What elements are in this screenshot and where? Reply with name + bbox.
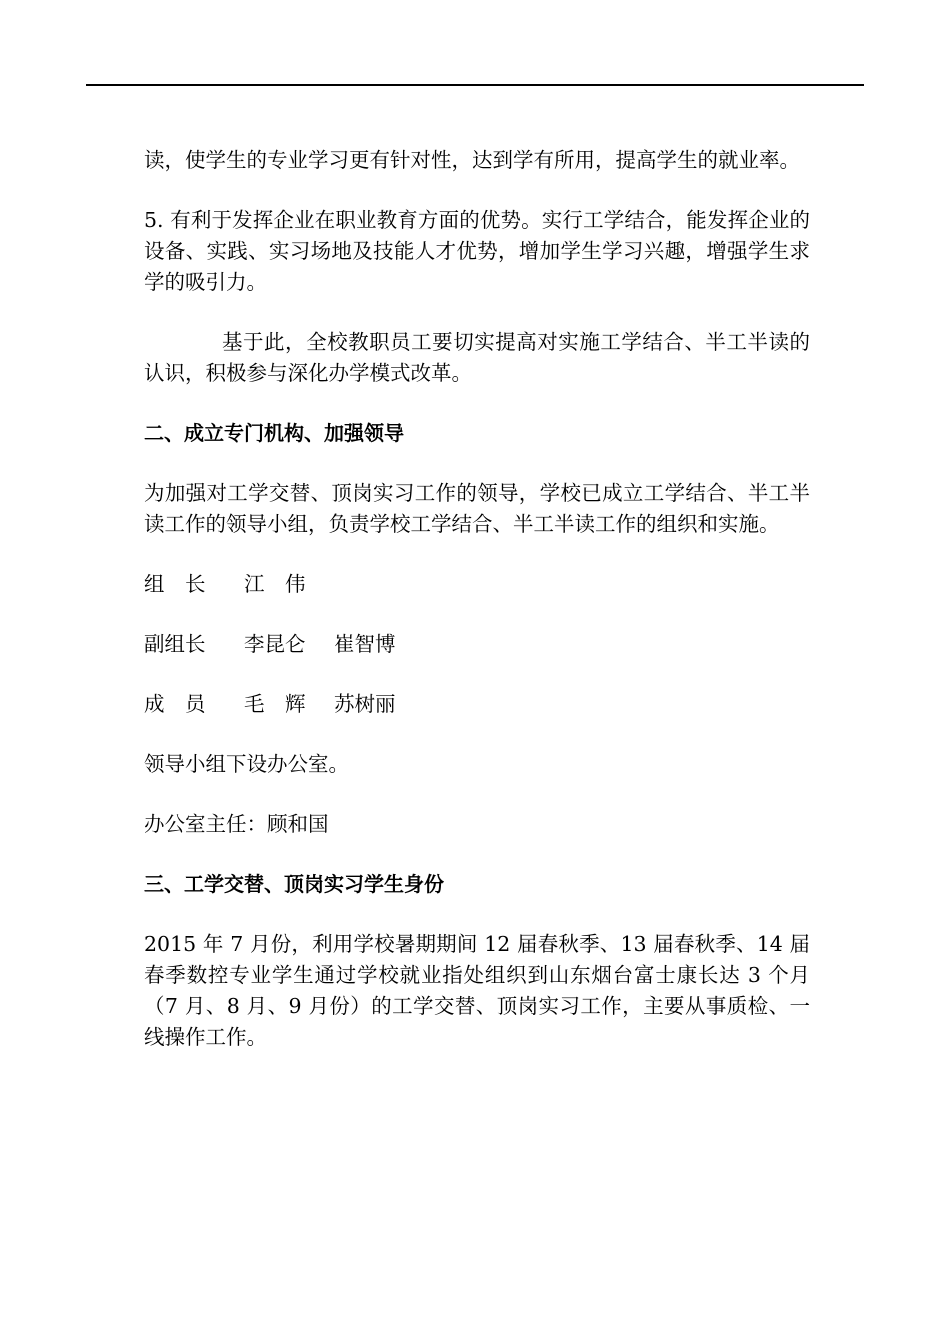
team-row-deputy xyxy=(144,629,810,660)
team-member-name: 毛 辉 xyxy=(244,692,306,716)
paragraph-internship: 2015 年 7 月份，利用学校暑期期间 12 届春秋季、13 届春秋季、14 届春季数控专业学生通过学校就业指处组织到山东烟台富士康长达 3 个月（7 月、8 月、9 月份）的工学交替、顶岗实习工作，主要从事质检、一线操作工作。 xyxy=(144,932,810,1049)
team-role-label: 成 员 xyxy=(144,692,206,716)
paragraph-office-director: 办公室主任：顾和国 xyxy=(144,812,329,836)
paragraph-continuation: 读，使学生的专业学习更有针对性，达到学有所用，提高学生的就业率。 xyxy=(144,148,800,172)
paragraph-point-5: 5. 有利于发挥企业在职业教育方面的优势。实行工学结合，能发挥企业的设备、实践、实习场地及技能人才优势，增加学生学习兴趣，增强学生求学的吸引力。 xyxy=(144,208,810,294)
header-rule xyxy=(86,84,864,86)
team-role-label: 组 长 xyxy=(144,572,206,596)
team-member-name: 崔智博 xyxy=(334,632,396,656)
document-body xyxy=(144,145,810,1053)
team-member-name: 江 伟 xyxy=(244,572,306,596)
section-heading-3: 三、工学交替、顶岗实习学生身份 xyxy=(144,872,444,896)
paragraph-office: 领导小组下设办公室。 xyxy=(144,752,349,776)
paragraph-leadership: 为加强对工学交替、顶岗实习工作的领导，学校已成立工学结合、半工半读工作的领导小组，负责学校工学结合、半工半读工作的组织和实施。 xyxy=(144,481,810,536)
paragraph-summary: 基于此，全校教职员工要切实提高对实施工学结合、半工半读的认识，积极参与深化办学模式改革。 xyxy=(144,330,810,385)
team-row-leader xyxy=(144,569,810,600)
team-row-members xyxy=(144,689,810,720)
team-member-name: 李昆仑 xyxy=(244,632,306,656)
section-heading-2: 二、成立专门机构、加强领导 xyxy=(144,421,404,445)
team-member-name: 苏树丽 xyxy=(334,692,396,716)
team-role-label: 副组长 xyxy=(144,632,206,656)
